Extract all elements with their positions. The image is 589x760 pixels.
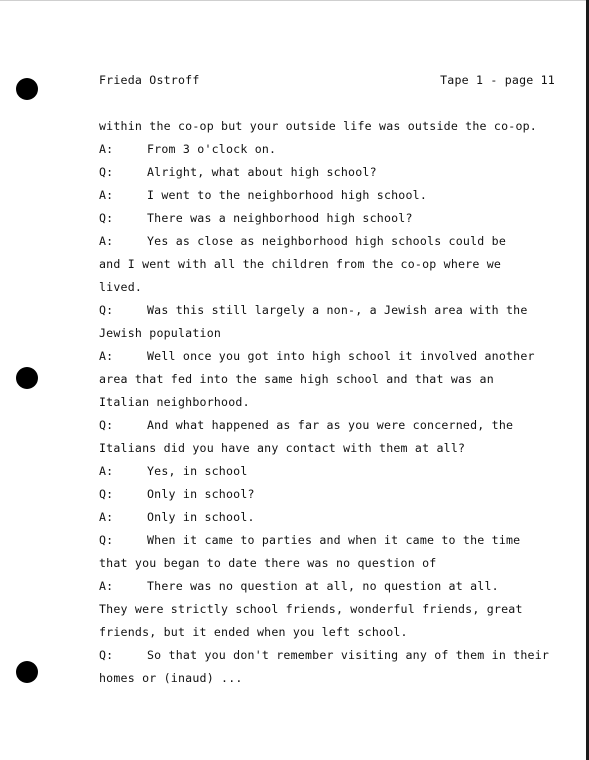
line-text: When it came to parties and when it came to the time: [147, 533, 521, 547]
transcript-line: [99, 348, 569, 371]
transcript-line: [99, 647, 569, 670]
line-text: Well once you got into high school it involved another: [147, 349, 535, 363]
transcript-line: [99, 210, 569, 233]
transcript-line: [99, 601, 569, 624]
speaker-label: A:: [99, 142, 114, 156]
speaker-label: Q:: [99, 211, 114, 225]
speaker-label: Q:: [99, 648, 114, 662]
page-header: [99, 73, 555, 89]
line-text: And what happened as far as you were concerned, the: [147, 418, 514, 432]
transcript-body: [99, 118, 569, 693]
line-text: Only in school.: [147, 510, 255, 524]
transcript-line: [99, 486, 569, 509]
transcript-line: [99, 371, 569, 394]
transcript-line: [99, 555, 569, 578]
transcript-line: [99, 578, 569, 601]
line-text: Yes, in school: [147, 464, 248, 478]
line-text: and I went with all the children from the co-op where we: [99, 257, 502, 271]
transcript-line: [99, 463, 569, 486]
speaker-label: Q:: [99, 418, 114, 432]
binder-hole-bottom: [16, 661, 38, 683]
line-text: friends, but it ended when you left school.: [99, 625, 408, 639]
speaker-label: A:: [99, 510, 114, 524]
binder-hole-middle: [16, 367, 38, 389]
transcript-line: [99, 233, 569, 256]
speaker-label: A:: [99, 579, 114, 593]
transcript-line: [99, 509, 569, 532]
speaker-label: A:: [99, 188, 114, 202]
line-text: homes or (inaud) ...: [99, 671, 243, 685]
line-text: that you began to date there was no question of: [99, 556, 437, 570]
transcript-line: [99, 532, 569, 555]
transcript-line: [99, 164, 569, 187]
transcript-line: [99, 394, 569, 417]
line-text: area that fed into the same high school and that was an: [99, 372, 494, 386]
transcript-line: [99, 670, 569, 693]
speaker-label: A:: [99, 234, 114, 248]
transcript-line: [99, 141, 569, 164]
tape-page-label: Tape 1 - page 11: [440, 73, 555, 87]
line-text: Yes as close as neighborhood high schools could be: [147, 234, 507, 248]
speaker-label: A:: [99, 349, 114, 363]
line-text: Alright, what about high school?: [147, 165, 377, 179]
transcript-line: [99, 118, 569, 141]
speaker-label: A:: [99, 464, 114, 478]
transcript-line: [99, 417, 569, 440]
line-text: I went to the neighborhood high school.: [147, 188, 428, 202]
interviewee-name: Frieda Ostroff: [99, 73, 200, 87]
speaker-label: Q:: [99, 165, 114, 179]
line-text: From 3 o'clock on.: [147, 142, 277, 156]
line-text: So that you don't remember visiting any of them in their: [147, 648, 550, 662]
line-text: Only in school?: [147, 487, 255, 501]
line-text: There was no question at all, no question at all.: [147, 579, 499, 593]
transcript-line: [99, 256, 569, 279]
transcript-line: [99, 624, 569, 647]
binder-hole-top: [16, 78, 38, 100]
transcript-line: [99, 302, 569, 325]
line-text: Italians did you have any contact with them at all?: [99, 441, 466, 455]
transcript-line: [99, 325, 569, 348]
speaker-label: Q:: [99, 487, 114, 501]
line-text: Was this still largely a non-, a Jewish area with the: [147, 303, 528, 317]
transcript-line: [99, 279, 569, 302]
line-text: They were strictly school friends, wonderful friends, great: [99, 602, 523, 616]
page-top-edge: [0, 0, 589, 1]
line-text: Italian neighborhood.: [99, 395, 250, 409]
line-text: Jewish population: [99, 326, 222, 340]
line-text: lived.: [99, 280, 143, 294]
line-text: There was a neighborhood high school?: [147, 211, 413, 225]
transcript-line: [99, 440, 569, 463]
transcript-line: [99, 187, 569, 210]
speaker-label: Q:: [99, 533, 114, 547]
line-text: within the co-op but your outside life was outside the co-op.: [99, 119, 537, 133]
speaker-label: Q:: [99, 303, 114, 317]
